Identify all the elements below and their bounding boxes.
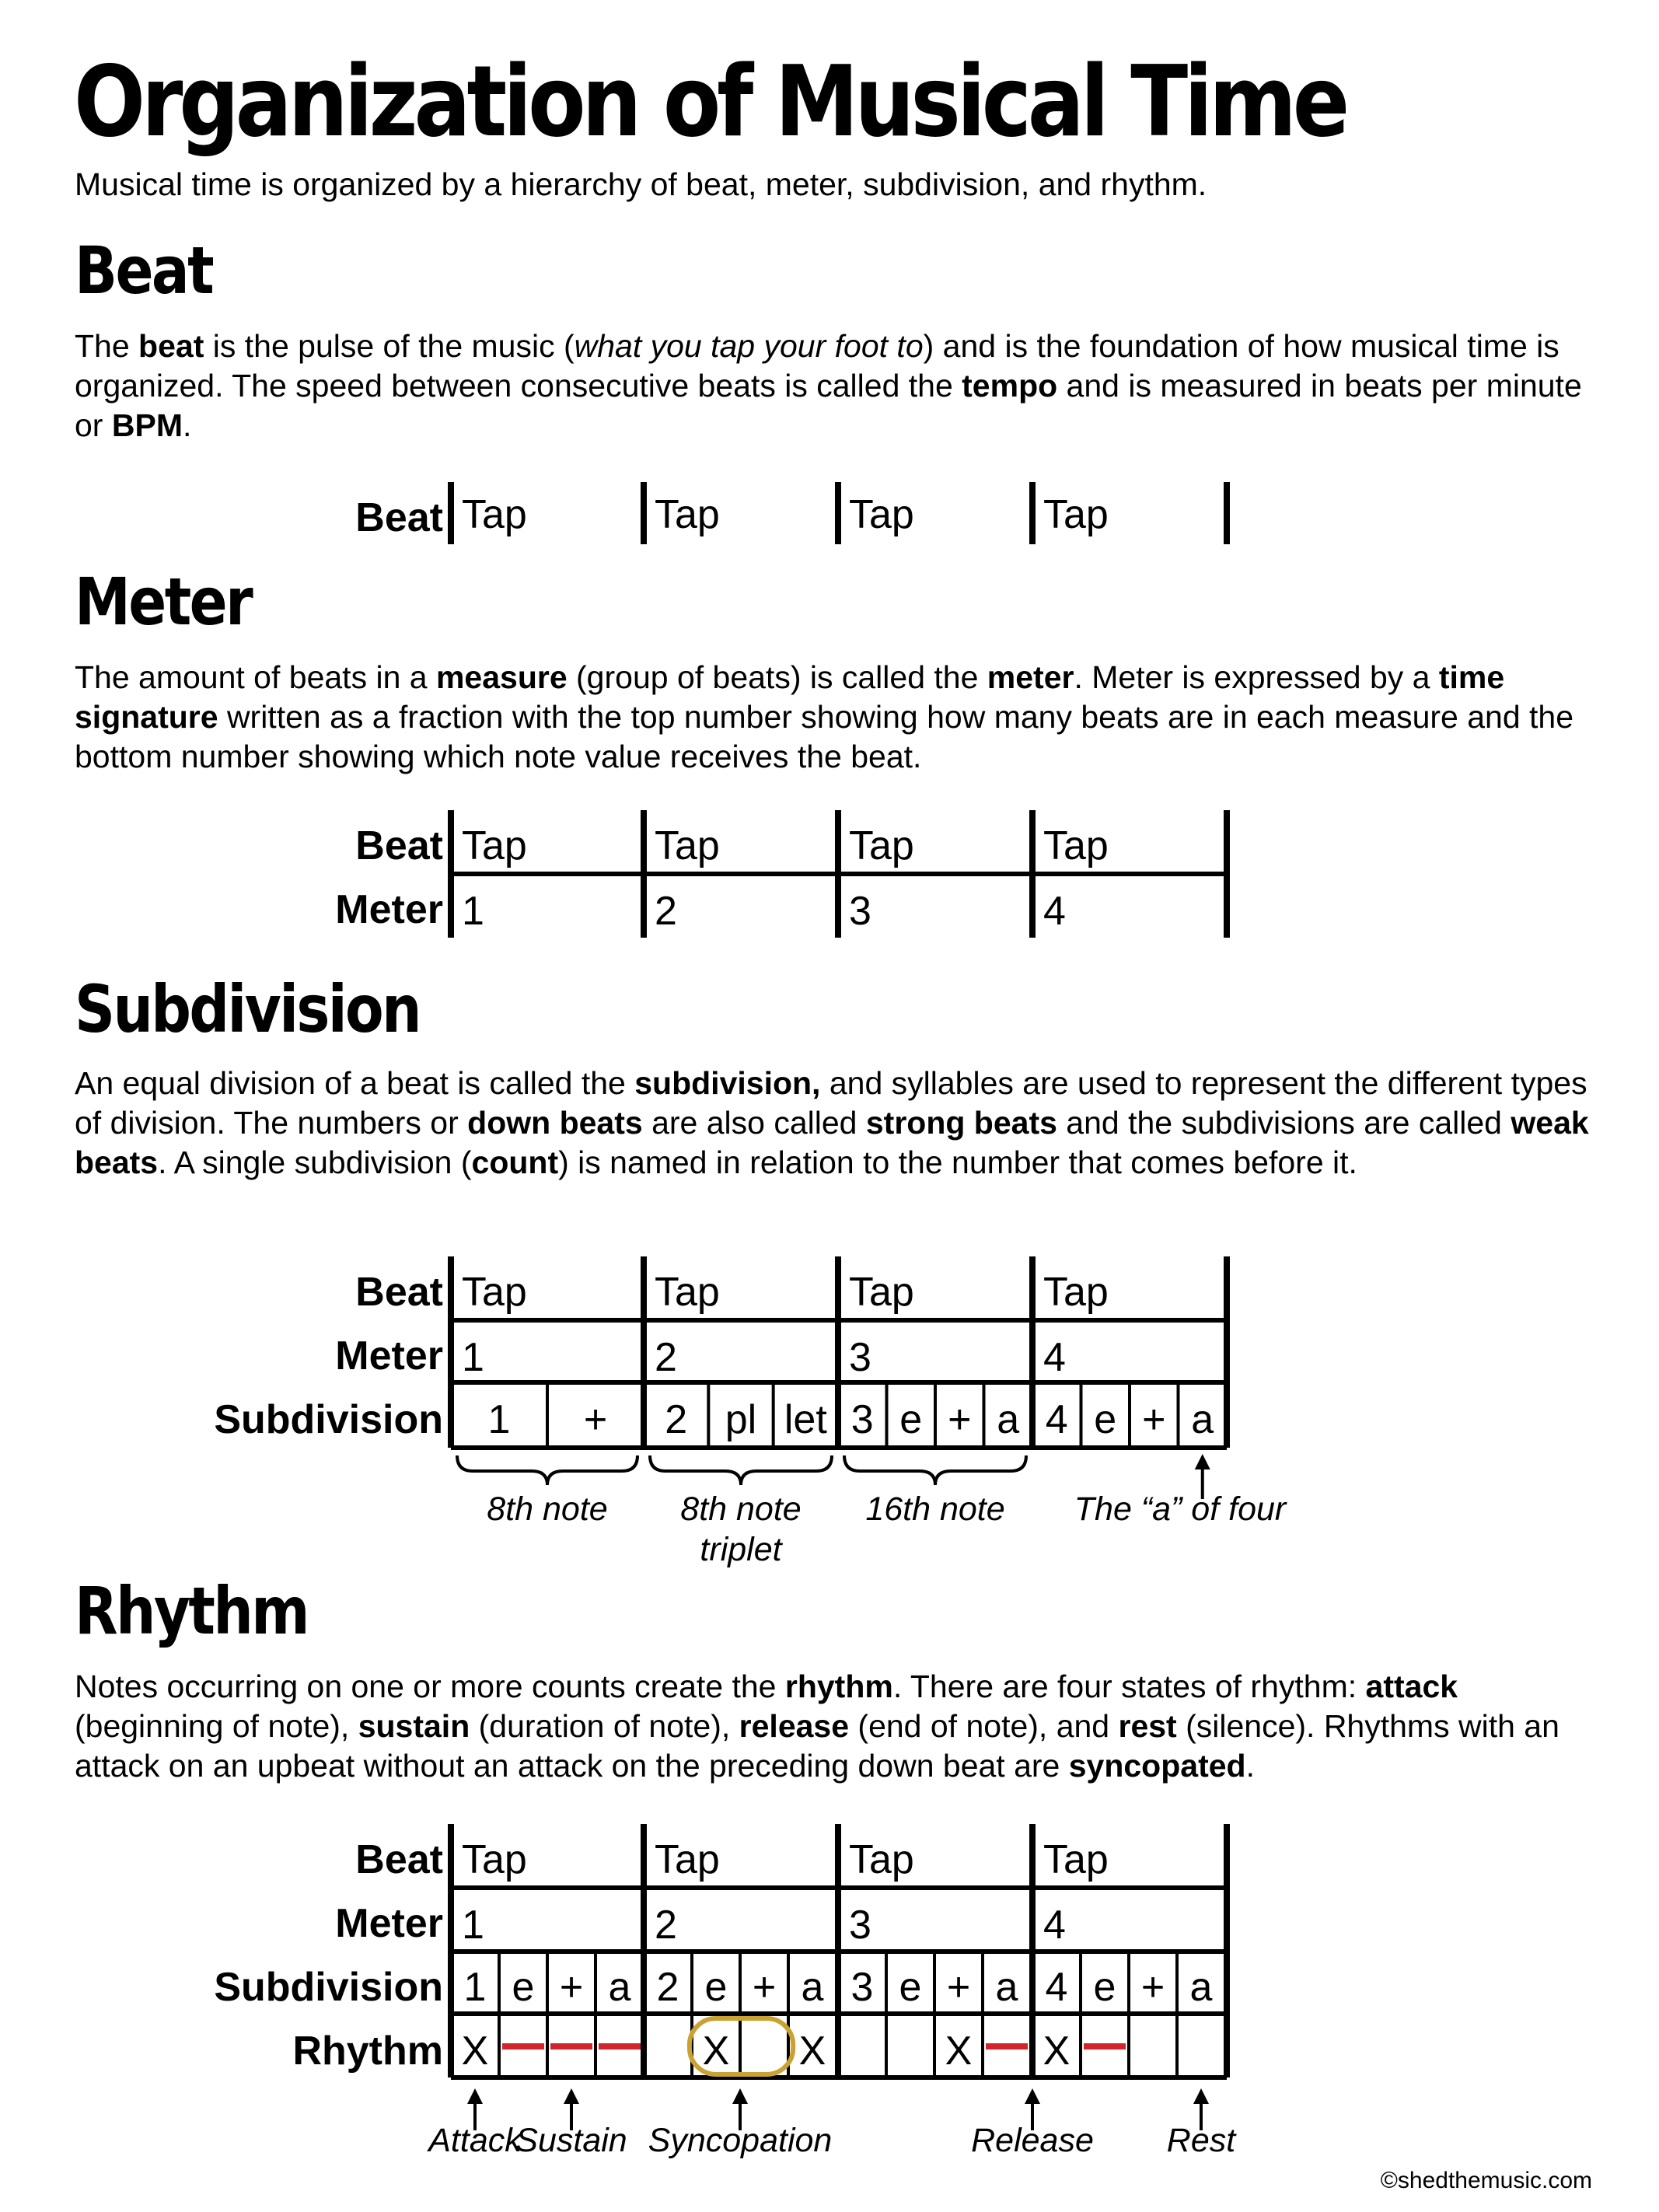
bold-term: meter: [987, 659, 1074, 695]
count-label: 3: [849, 1903, 871, 1948]
brace: [650, 1455, 832, 1485]
bold-term: attack: [1365, 1669, 1458, 1704]
count-label: 4: [1043, 889, 1066, 934]
copyright-credit: ©shedthemusic.com: [1380, 2168, 1592, 2193]
text-run: are also called: [642, 1105, 866, 1141]
rhythm-state-label: Syncopation: [648, 2122, 833, 2159]
text-run: Notes occurring on one or more counts create the: [75, 1669, 785, 1704]
bold-term: strong beats: [865, 1105, 1057, 1141]
count-label: 3: [849, 889, 871, 934]
bold-term: subdivision,: [634, 1065, 821, 1101]
text-run: The: [75, 328, 139, 364]
arrow-head: [467, 2088, 483, 2104]
tap-label: Tap: [462, 1837, 527, 1882]
arrow-head: [732, 2088, 748, 2104]
row-label: Beat: [355, 1270, 443, 1315]
syllable: 2: [665, 1397, 688, 1442]
text-run: (group of beats) is called the: [567, 659, 987, 695]
row-label: Meter: [335, 1333, 443, 1379]
text-run: ) and is the foundation of how musical time is organized. The speed between consecutive beats is called the: [75, 328, 1559, 404]
text-run: (end of note), and: [849, 1708, 1119, 1744]
syllable: +: [948, 1397, 972, 1442]
count-label: 2: [655, 1335, 677, 1380]
syllable: let: [784, 1397, 827, 1442]
row-label: Subdivision: [214, 1397, 443, 1442]
syllable: +: [1142, 1397, 1166, 1442]
count-label: 1: [462, 1903, 484, 1948]
tap-label: Tap: [849, 492, 914, 537]
syllable: e: [704, 1965, 728, 2010]
syllable: a: [1191, 1397, 1214, 1442]
tap-label: Tap: [462, 823, 527, 868]
bold-term: rhythm: [784, 1669, 893, 1704]
tap-label: Tap: [849, 823, 914, 868]
text-run: and syllables are used to represent the different types of division. The numbers or: [75, 1065, 1587, 1141]
tap-label: Tap: [655, 492, 720, 537]
row-label: Beat: [355, 495, 443, 540]
syllable: e: [1094, 1397, 1117, 1442]
syllable: 3: [850, 1965, 874, 2010]
text-run: . There are four states of rhythm:: [892, 1669, 1366, 1704]
bold-term: measure: [435, 659, 568, 695]
count-label: 2: [655, 1903, 677, 1948]
row-label: Meter: [335, 887, 443, 932]
row-label: Meter: [335, 1901, 443, 1946]
syllable: +: [1140, 1965, 1165, 2010]
rhythm-state-label: Sustain: [515, 2122, 627, 2159]
syllable: a: [801, 1965, 824, 2010]
bold-term: rest: [1118, 1708, 1177, 1744]
note-label: 8th note triplet: [680, 1490, 802, 1568]
syllable: 4: [1045, 1965, 1068, 2010]
intro-text: Musical time is organized by a hierarchy of beat, meter, subdivision, and rhythm.: [75, 166, 1207, 202]
row-label: Rhythm: [292, 2029, 443, 2074]
text-run: .: [1245, 1748, 1255, 1784]
text-run: . A single subdivision (: [158, 1144, 472, 1180]
syllable: e: [899, 1965, 922, 2010]
arrow-head: [1195, 1454, 1210, 1469]
note-label: 8th note: [487, 1490, 608, 1528]
tap-label: Tap: [462, 1270, 527, 1315]
syllable: +: [583, 1397, 608, 1442]
attack-mark: X: [1043, 2029, 1070, 2074]
tap-label: Tap: [849, 1837, 914, 1882]
note-label: 16th note: [865, 1490, 1005, 1528]
attack-mark: X: [945, 2029, 973, 2074]
tap-label: Tap: [462, 492, 527, 537]
bold-term: tempo: [962, 368, 1058, 404]
bold-term: syncopated: [1068, 1748, 1246, 1784]
brace: [844, 1455, 1026, 1485]
arrow-head: [1025, 2088, 1040, 2104]
tap-label: Tap: [655, 1270, 720, 1315]
text-run: An equal division of a beat is called the: [75, 1065, 635, 1101]
syllable: e: [899, 1397, 923, 1442]
row-label: Beat: [355, 1837, 443, 1882]
count-label: 3: [849, 1335, 871, 1380]
text-run: The amount of beats in a: [75, 659, 436, 695]
text-run: and the subdivisions are called: [1057, 1105, 1511, 1141]
text-run: (beginning of note),: [75, 1708, 358, 1744]
count-label: 1: [462, 1335, 484, 1380]
count-label: 1: [462, 889, 484, 934]
syllable: 2: [656, 1965, 679, 2010]
text-run: ) is named in relation to the number that comes before it.: [558, 1144, 1357, 1180]
tap-label: Tap: [849, 1270, 914, 1315]
bold-term: beat: [138, 328, 204, 364]
syllable: +: [946, 1965, 971, 2010]
rhythm-state-label: Release: [971, 2122, 1094, 2159]
bold-term: down beats: [467, 1105, 643, 1141]
tap-label: Tap: [1043, 1837, 1109, 1882]
attack-mark: X: [702, 2029, 730, 2074]
bold-term: sustain: [358, 1708, 470, 1744]
beat-heading: Beat: [75, 232, 213, 309]
bold-term: release: [739, 1708, 850, 1744]
syllable: e: [512, 1965, 535, 2010]
attack-mark: X: [461, 2029, 489, 2074]
tap-label: Tap: [1043, 492, 1109, 537]
syllable: a: [608, 1965, 631, 2010]
bold-term: BPM: [111, 407, 183, 443]
syllable: 3: [850, 1397, 874, 1442]
text-run: (silence). Rhythms with an attack on an upbeat without an attack on the preceding down beat are: [75, 1708, 1559, 1784]
rhythm-state-label: Rest: [1166, 2122, 1236, 2159]
syllable: a: [997, 1397, 1020, 1442]
syllable: 1: [463, 1965, 487, 2010]
tap-label: Tap: [655, 823, 720, 868]
syllable: a: [995, 1965, 1018, 2010]
text-run: and is measured in beats per minute or: [75, 368, 1582, 443]
bold-term: count: [471, 1144, 559, 1180]
row-label: Subdivision: [214, 1965, 443, 2010]
bold-term: weak beats: [75, 1105, 1589, 1180]
text-run: (duration of note),: [470, 1708, 739, 1744]
tap-label: Tap: [1043, 823, 1109, 868]
syllable: a: [1189, 1965, 1213, 2010]
text-run: . Meter is expressed by a: [1074, 659, 1439, 695]
syllable: e: [1093, 1965, 1116, 2010]
count-label: 4: [1043, 1335, 1066, 1380]
text-run: .: [182, 407, 192, 443]
page-title: Organization of Musical Time: [74, 44, 1346, 159]
text-run: is the pulse of the music (: [204, 328, 575, 364]
row-label: Beat: [355, 823, 443, 868]
rhythm-heading: Rhythm: [75, 1573, 308, 1649]
count-label: 4: [1043, 1903, 1066, 1948]
meter-heading: Meter: [75, 564, 252, 640]
arrow-head: [1193, 2088, 1209, 2104]
arrow-head: [564, 2088, 579, 2104]
brace: [457, 1455, 637, 1485]
count-label: 2: [655, 889, 677, 934]
syllable: 4: [1045, 1397, 1068, 1442]
subdivision-heading: Subdivision: [75, 971, 420, 1047]
tap-label: Tap: [1043, 1270, 1109, 1315]
syllable: 1: [487, 1397, 511, 1442]
note-label: The “a” of four: [1074, 1490, 1287, 1528]
syllable: +: [752, 1965, 777, 2010]
italic-phrase: what you tap your foot to: [574, 328, 924, 364]
syllable: pl: [725, 1397, 757, 1442]
bold-term: time signature: [75, 659, 1505, 735]
syllable: +: [559, 1965, 584, 2010]
text-run: written as a fraction with the top number showing how many beats are in each measure and the bottom number showing which note value receives the beat.: [75, 699, 1574, 774]
rhythm-state-label: Attack: [428, 2122, 522, 2159]
tap-label: Tap: [655, 1837, 720, 1882]
attack-mark: X: [798, 2029, 826, 2074]
